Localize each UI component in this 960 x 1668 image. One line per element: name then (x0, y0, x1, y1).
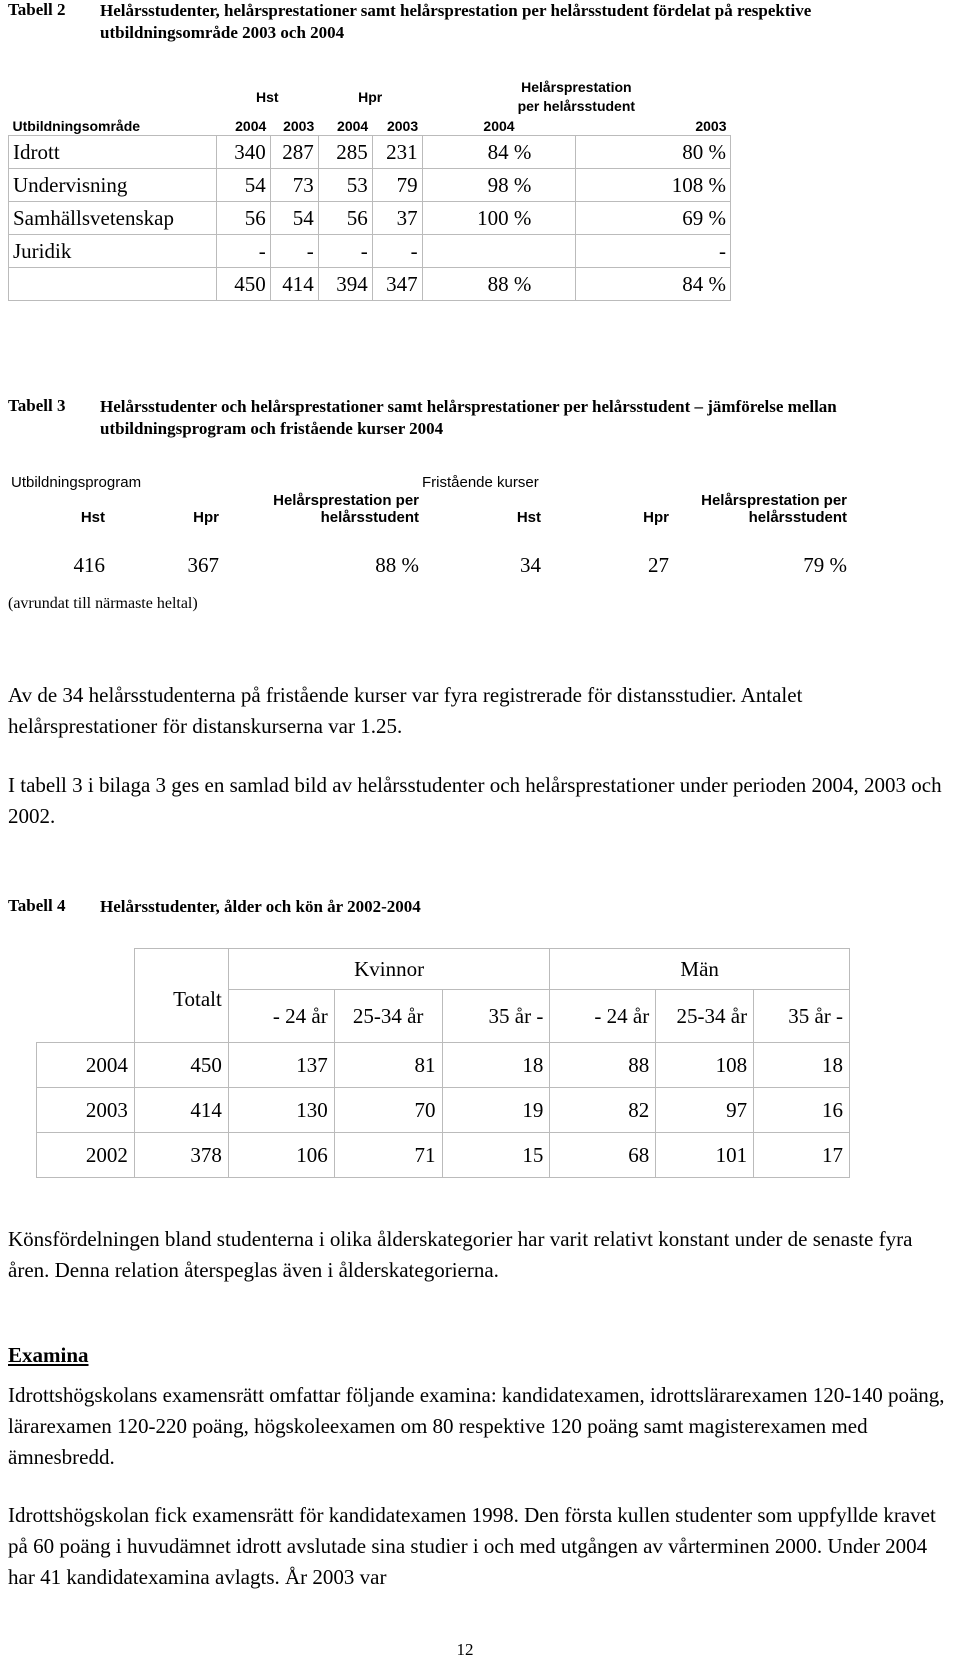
t2-cell: 37 (372, 202, 422, 235)
t3-cell: 79 % (803, 552, 847, 577)
t4-cell: 88 (550, 1043, 656, 1088)
t3-cell: 27 (648, 552, 669, 577)
t4-sub-m: - 24 år (550, 990, 656, 1043)
t2-cell: 108 % (576, 169, 731, 202)
t4-man: Män (550, 949, 850, 990)
table-row (37, 1133, 850, 1178)
t3-per-line1: Helårsprestation per (701, 492, 847, 509)
t2-year: 2003 (695, 117, 727, 134)
t2-cell: - (576, 235, 731, 268)
paragraph-gender: Könsfördelningen bland studenterna i olika ålderskategorier har varit relativt konstant under de senaste fyra åren. Denna relation återspeglas även i ålderskategorierna. (8, 1227, 913, 1282)
t4-cell: 19 (442, 1088, 550, 1133)
t2-row-name: Undervisning (9, 169, 217, 202)
t2-cell: 79 (372, 169, 422, 202)
t4-sub-m: 35 år - (754, 990, 850, 1043)
t3-group-courses: Fristående kurser (422, 473, 539, 491)
t2-cell: 54 (216, 169, 270, 202)
t2-cell: - (270, 235, 318, 268)
t3-per (222, 492, 422, 526)
table-row (9, 235, 731, 268)
t2-cell: 285 (318, 136, 372, 169)
t3-cell: 34 (520, 552, 541, 577)
t4-year: 2003 (37, 1088, 135, 1133)
t3-note: (avrundat till närmaste heltal) (8, 595, 198, 612)
t3-hpr: Hpr (193, 509, 219, 526)
t2-cell: 287 (270, 136, 318, 169)
t3-cell: 367 (187, 552, 219, 577)
t4-cell: 70 (334, 1088, 442, 1133)
t4-cell: 130 (228, 1088, 334, 1133)
t4-cell: 16 (754, 1088, 850, 1133)
t4-cell: 414 (134, 1088, 228, 1133)
t2-cell: 450 (216, 268, 270, 301)
t3-group-program: Utbildningsprogram (11, 473, 142, 491)
t2-header-per-line2: per helårsstudent (517, 98, 636, 114)
t2-cell: 347 (372, 268, 422, 301)
t2-header-per (422, 78, 730, 116)
table4-caption: Helårsstudenter, ålder och kön år 2002-2004 (100, 897, 421, 916)
t2-row-name (9, 268, 217, 301)
paragraph-distance: Av de 34 helårsstudenterna på fristående kurser var fyra registrerade för distansstudier. Antalet helårsprestationer för distanskurserna var 1.25. (8, 683, 803, 738)
t2-cell: 414 (270, 268, 318, 301)
t2-cell: - (216, 235, 270, 268)
table2-caption: Helårsstudenter, helårsprestationer samt helårsprestation per helårsstudent fördelat på respektive utbildningsområde 2003 och 2004 (100, 1, 812, 42)
t2-cell: 73 (270, 169, 318, 202)
t3-per-line1: Helårsprestation per (273, 492, 419, 509)
t2-cell: 84 % (422, 136, 576, 169)
t4-cell: 97 (656, 1088, 754, 1133)
t2-cell: 231 (372, 136, 422, 169)
table-row (9, 169, 731, 202)
t4-sub-k: 25-34 år (334, 990, 442, 1043)
t2-year: 2004 (235, 117, 267, 134)
section-heading-examina: Examina (8, 1343, 89, 1367)
t2-cell: 56 (318, 202, 372, 235)
t3-per-line2: helårsstudent (320, 509, 419, 526)
table2 (8, 78, 731, 301)
t2-header-hpr: Hpr (358, 89, 383, 105)
t4-cell: 137 (228, 1043, 334, 1088)
t2-year: 2003 (283, 117, 315, 134)
paragraph-examensratt: Idrottshögskolans examensrätt omfattar följande examina: kandidatexamen, idrottslärarexamen 120-140 poäng, lärarexamen 120-220 poäng, högskoleexamen om 80 respektive 120 poäng samt magisterexamen med ämnesbredd. (8, 1383, 945, 1469)
t2-cell: 98 % (422, 169, 576, 202)
t3-cell: 88 % (375, 552, 419, 577)
t2-cell: - (372, 235, 422, 268)
t2-cell: 394 (318, 268, 372, 301)
t2-year: 2003 (386, 117, 419, 134)
t4-kvinnor: Kvinnor (228, 949, 550, 990)
t2-row-name: Samhällsvetenskap (9, 202, 217, 235)
table-row-total (9, 268, 731, 301)
t3-per-line2: helårsstudent (748, 509, 847, 526)
t3-hst: Hst (80, 509, 105, 526)
table-row (9, 202, 731, 235)
table2-label: Tabell 2 (8, 0, 66, 19)
table3-label: Tabell 3 (8, 396, 66, 415)
t4-year: 2004 (37, 1043, 135, 1088)
table4-label: Tabell 4 (8, 896, 66, 915)
t4-sub-k: 35 år - (442, 990, 550, 1043)
t2-cell: 84 % (576, 268, 731, 301)
t2-cell: 88 % (422, 268, 576, 301)
table-row (37, 1088, 850, 1133)
t2-cell: 100 % (422, 202, 576, 235)
table3 (8, 472, 850, 580)
table-row (9, 136, 731, 169)
t3-hpr: Hpr (643, 509, 669, 526)
t2-cell: 80 % (576, 136, 731, 169)
t4-cell: 450 (134, 1043, 228, 1088)
t4-cell: 101 (656, 1133, 754, 1178)
table4 (36, 948, 850, 1178)
t4-sub-k: - 24 år (228, 990, 334, 1043)
t4-cell: 18 (754, 1043, 850, 1088)
table-row (8, 550, 850, 580)
t2-row-name: Idrott (9, 136, 217, 169)
t4-cell: 15 (442, 1133, 550, 1178)
paragraph-kandidat: Idrottshögskolan fick examensrätt för kandidatexamen 1998. Den första kullen studenter som uppfyllde kravet på 60 poäng i huvudämnet idrott avslutade sina studier i och med utgången av vårterminen 2000. Under 2004 har 41 kandidatexamina avlagts. År 2003 var (8, 1503, 936, 1589)
t4-cell: 68 (550, 1133, 656, 1178)
t2-cell: - (318, 235, 372, 268)
t2-cell: 56 (216, 202, 270, 235)
t3-cell: 416 (73, 552, 105, 577)
t4-cell: 106 (228, 1133, 334, 1178)
t3-hst: Hst (516, 509, 541, 526)
t2-cell: 53 (318, 169, 372, 202)
t4-cell: 18 (442, 1043, 550, 1088)
t4-cell: 17 (754, 1133, 850, 1178)
t2-row-name: Juridik (9, 235, 217, 268)
t2-header-area: Utbildningsområde (12, 117, 141, 134)
t2-header-per-line1: Helårsprestation (521, 79, 632, 95)
t4-cell: 378 (134, 1133, 228, 1178)
t4-cell: 71 (334, 1133, 442, 1178)
t2-cell: 54 (270, 202, 318, 235)
table3-caption: Helårsstudenter och helårsprestationer samt helårsprestationer per helårsstudent – jämförelse mellan utbildningsprogram och fristående kurser 2004 (100, 397, 837, 438)
t3-per (672, 492, 850, 526)
t4-cell: 82 (550, 1088, 656, 1133)
t2-header-hst: Hst (256, 89, 279, 105)
table-row (37, 1043, 850, 1088)
t2-cell: 69 % (576, 202, 731, 235)
t4-totalt: Totalt (134, 949, 228, 1043)
t2-cell: 340 (216, 136, 270, 169)
page-number: 12 (456, 1640, 474, 1659)
t4-cell: 81 (334, 1043, 442, 1088)
t2-cell (422, 235, 576, 268)
t2-year: 2004 (483, 117, 515, 134)
t4-year: 2002 (37, 1133, 135, 1178)
t2-year: 2004 (337, 117, 369, 134)
t4-sub-m: 25-34 år (656, 990, 754, 1043)
paragraph-appendix: I tabell 3 i bilaga 3 ges en samlad bild av helårsstudenter och helårsprestationer under perioden 2004, 2003 och 2002. (8, 773, 942, 828)
t4-cell: 108 (656, 1043, 754, 1088)
